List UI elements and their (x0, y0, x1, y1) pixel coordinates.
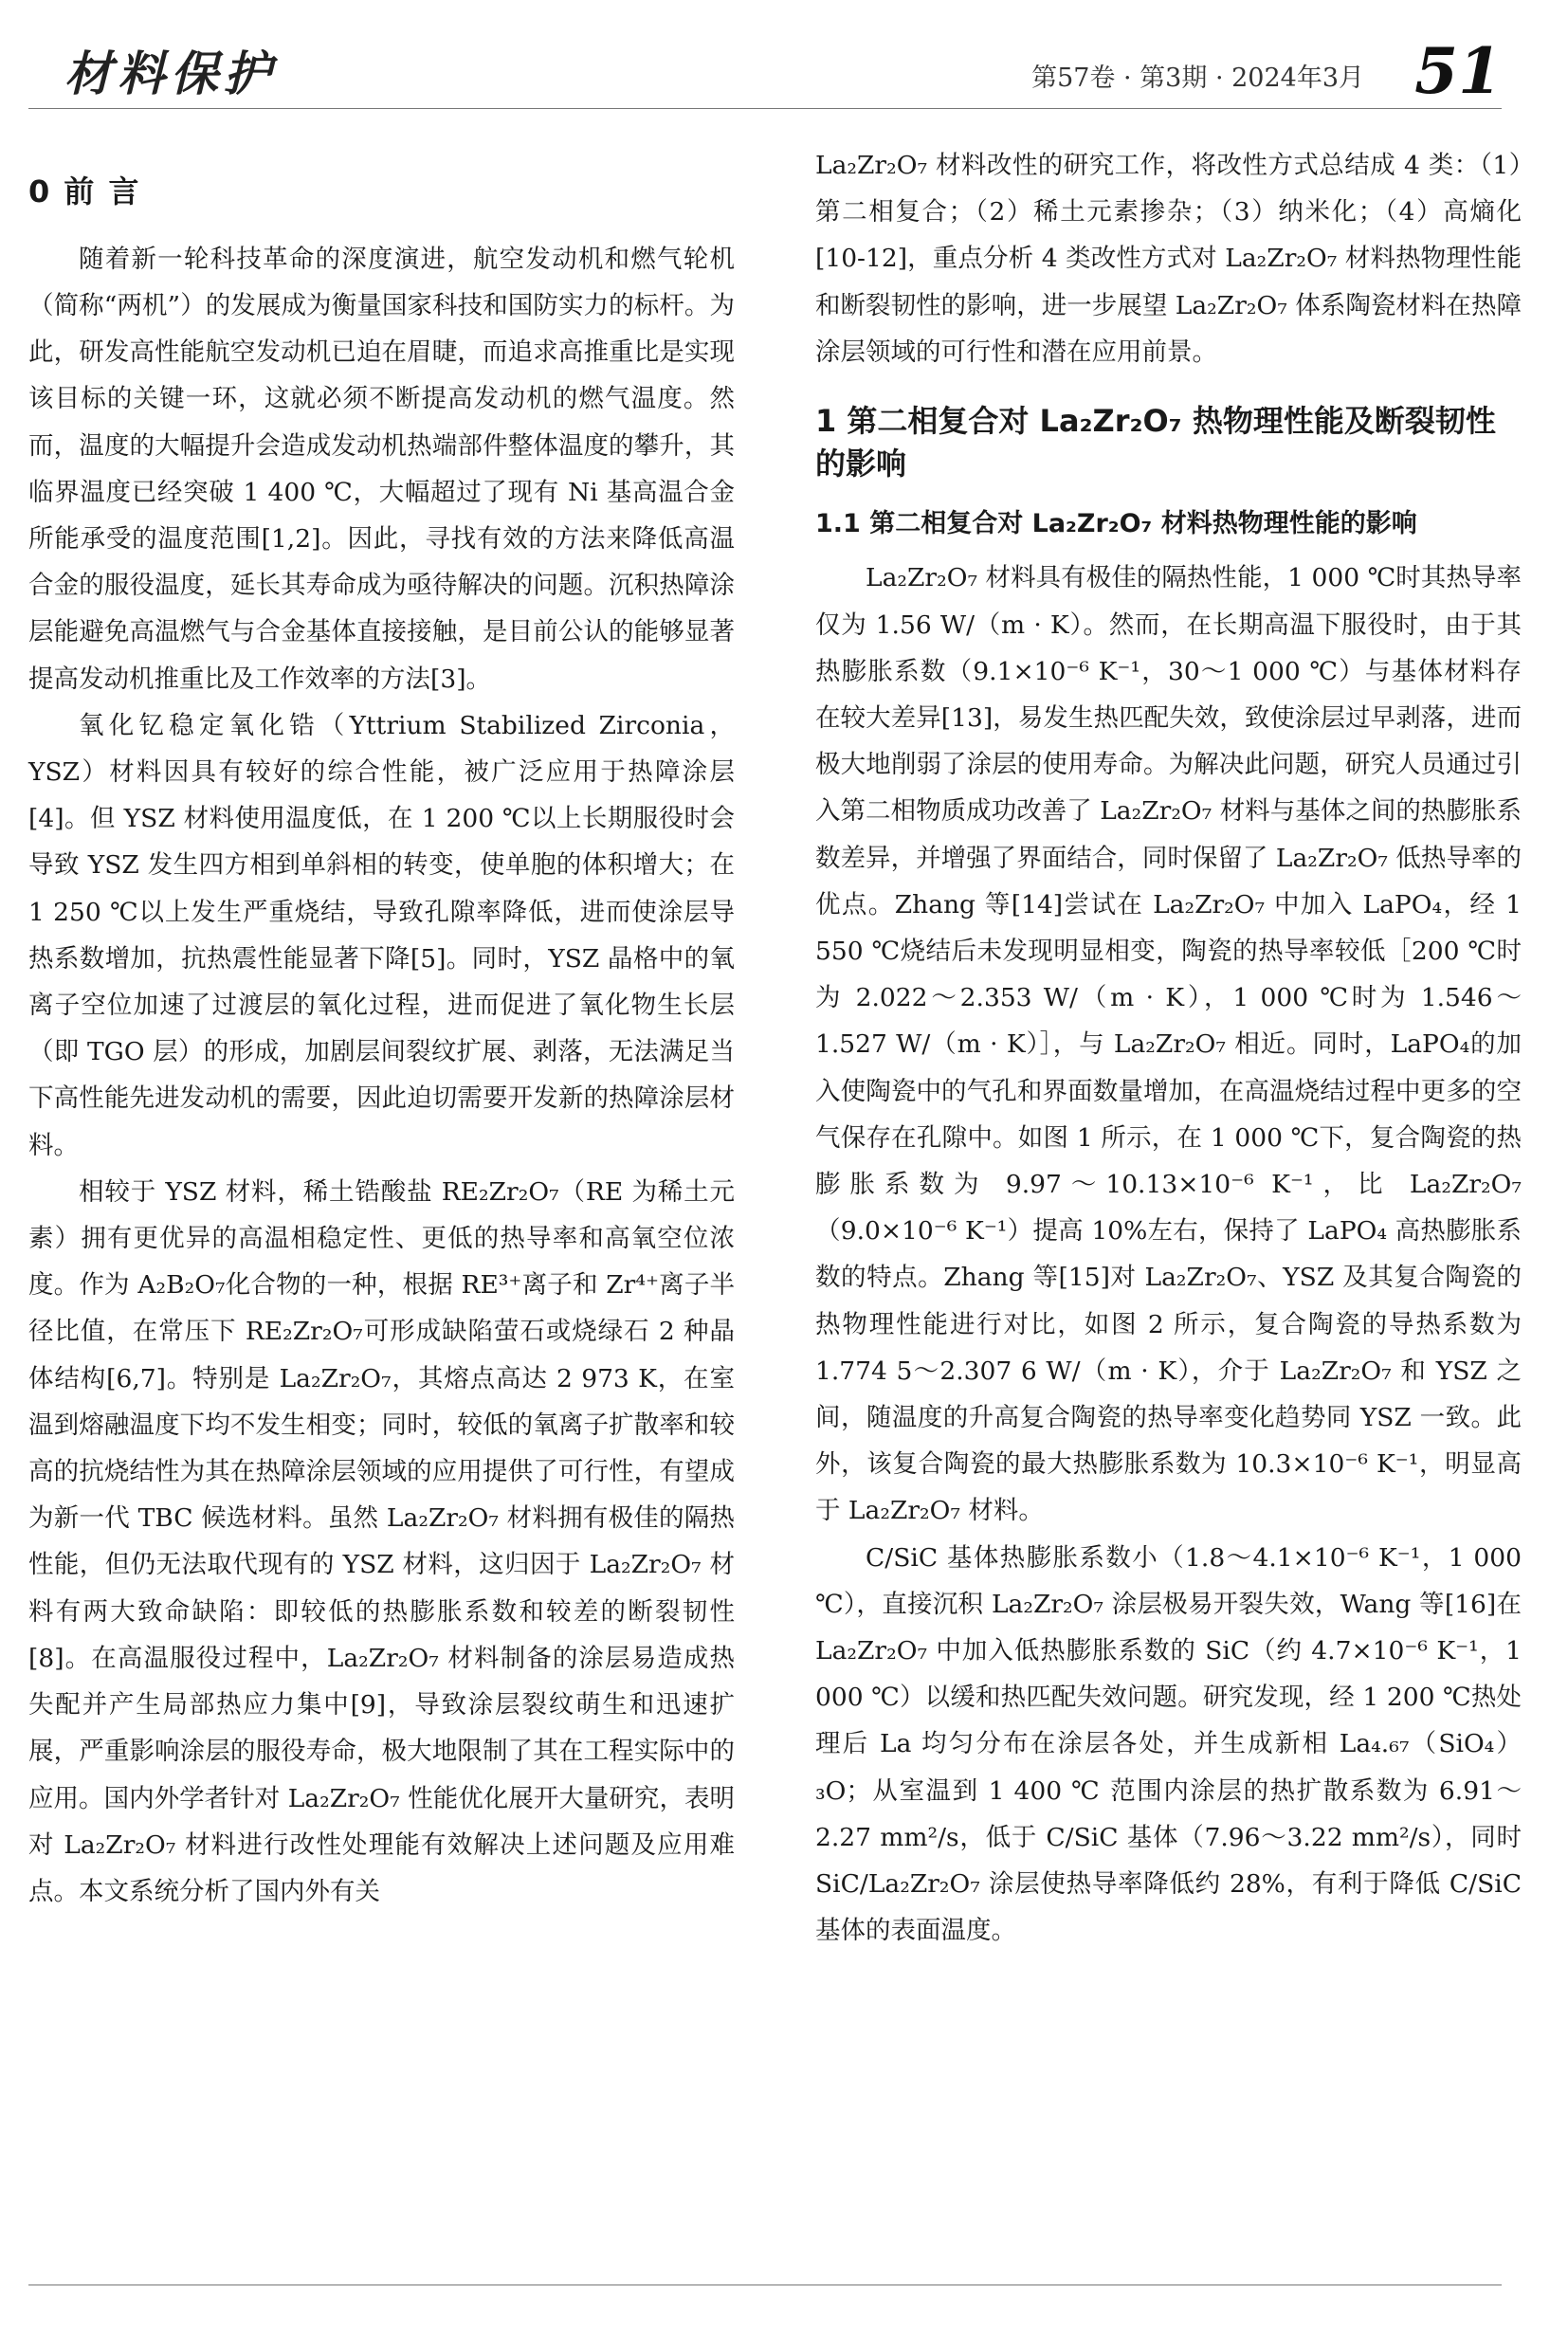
intro-paragraph-1: 随着新一轮科技革命的深度演进，航空发动机和燃气轮机（简称“两机”）的发展成为衡量国家科技和国防实力的标杆。为此，研发高性能航空发动机已迫在眉睫，而追求高推重比是实现该目标的关键一环，这就必须不断提高发动机的燃气温度。然而，温度的大幅提升会造成发动机热端部件整体温度的攀升，其临界温度已经突破 1 400 ℃，大幅超过了现有 Ni 基高温合金所能承受的温度范围[1,2]。因此，寻找有效的方法来降低高温合金的服役温度，延长其寿命成为亟待解决的问题。沉积热障涂层能避免高温燃气与合金基体直接接触，是目前公认的能够显著提高发动机推重比及工作效率的方法[3]。 (28, 244, 735, 694)
page-number: 51 (1414, 34, 1502, 108)
section-0-title: 0 前 言 (28, 173, 141, 209)
intro-paragraph-2: 氧化钇稳定氧化锆（Yttrium Stabilized Zirconia，YSZ）材料因具有较好的综合性能，被广泛应用于热障涂层[4]。但 YSZ 材料使用温度低，在 1 200 ℃以上长期服役时会导致 YSZ 发生四方相到单斜相的转变，使单胞的体积增大；在 1 250 ℃以上发生严重烧结，导致孔隙率降低，进而使涂层导热系数增加，抗热震性能显著下降[5]。同时，YSZ 晶格中的氧离子空位加速了过渡层的氧化过程，进而促进了氧化物生长层（即 TGO 层）的形成，加剧层间裂纹扩展、剥落，无法满足当下高性能先进发动机的需要，因此迫切需要开发新的热障涂层材料。 (28, 710, 735, 1160)
header-divider (28, 108, 1502, 109)
body-paragraph-1: La₂Zr₂O₇ 材料具有极佳的隔热性能，1 000 ℃时其热导率仅为 1.56 W/（m · K）。然而，在长期高温下服役时，由于其热膨胀系数（9.1×10⁻⁶ K⁻¹，30～1 000 ℃）与基体材料存在较大差异[13]，易发生热匹配失效，致使涂层过早剥落，进而极大地削弱了涂层的使用寿命。为解决此问题，研究人员通过引入第二相物质成功改善了 La₂Zr₂O₇ 材料与基体之间的热膨胀系数差异，并增强了界面结合，同时保留了 La₂Zr₂O₇ 低热导率的优点。Zhang 等[14]尝试在 La₂Zr₂O₇ 中加入 LaPO₄，经 1 550 ℃烧结后未发现明显相变，陶瓷的热导率较低［200 ℃时为 2.022～2.353 W/（m · K），1 000 ℃时为 1.546～1.527 W/（m · K）］，与 La₂Zr₂O₇ 相近。同时，LaPO₄的加入使陶瓷中的气孔和界面数量增加，在高温烧结过程中更多的空气保存在孔隙中。如图 1 所示，在 1 000 ℃下，复合陶瓷的热膨胀系数为 9.97～10.13×10⁻⁶ K⁻¹，比 La₂Zr₂O₇（9.0×10⁻⁶ K⁻¹）提高 10%左右，保持了 LaPO₄ 高热膨胀系数的特点。Zhang 等[15]对 La₂Zr₂O₇、YSZ 及其复合陶瓷的热物理性能进行对比，如图 2 所示，复合陶瓷的导热系数为 1.774 5～2.307 6 W/（m · K），介于 La₂Zr₂O₇ 和 YSZ 之间，随温度的升高复合陶瓷的热导率变化趋势同 YSZ 一致。此外，该复合陶瓷的最大热膨胀系数为 10.3×10⁻⁶ K⁻¹，明显高于 La₂Zr₂O₇ 材料。 (815, 563, 1522, 1526)
section-1-title: 1 第二相复合对 La₂Zr₂O₇ 热物理性能及断裂韧性的影响 (815, 403, 1496, 482)
page-header (64, 36, 1502, 106)
intro-continuation: La₂Zr₂O₇ 材料改性的研究工作，将改性方式总结成 4 类：（1）第二相复合；（2）稀土元素掺杂；（3）纳米化；（4）高熵化[10-12]，重点分析 4 类改性方式对 La₂Zr₂O₇ 材料热物理性能和断裂韧性的影响，进一步展望 La₂Zr₂O₇ 体系陶瓷材料在热障涂层领域的可行性和潜在应用前景。 (815, 151, 1522, 367)
body-paragraph-2: C/SiC 基体热膨胀系数小（1.8～4.1×10⁻⁶ K⁻¹，1 000 ℃），直接沉积 La₂Zr₂O₇ 涂层极易开裂失效，Wang 等[16]在 La₂Zr₂O₇ 中加入低热膨胀系数的 SiC（约 4.7×10⁻⁶ K⁻¹，1 000 ℃）以缓和热匹配失效问题。研究发现，经 1 200 ℃热处理后 La 均匀分布在涂层各处，并生成新相 La₄.₆₇（SiO₄）₃O；从室温到 1 400 ℃ 范围内涂层的热扩散系数为 6.91～2.27 mm²/s，低于 C/SiC 基体（7.96～3.22 mm²/s），同时 SiC/La₂Zr₂O₇ 涂层使热导率降低约 28%，有利于降低 C/SiC 基体的表面温度。 (815, 1542, 1522, 1946)
subsection-1-1-title: 1.1 第二相复合对 La₂Zr₂O₇ 材料热物理性能的影响 (815, 508, 1417, 538)
issue-info: 第57卷 · 第3期 · 2024年3月 (1031, 64, 1364, 93)
journal-logo: 材料保护 (64, 46, 277, 101)
footer-divider (28, 2284, 1502, 2285)
left-column (28, 161, 735, 1915)
right-column (815, 142, 1522, 1955)
intro-paragraph-3: 相较于 YSZ 材料，稀土锆酸盐 RE₂Zr₂O₇（RE 为稀土元素）拥有更优异的高温相稳定性、更低的热导率和高氧空位浓度。作为 A₂B₂O₇化合物的一种，根据 RE³⁺离子和 Zr⁴⁺离子半径比值，在常压下 RE₂Zr₂O₇可形成缺陷萤石或烧绿石 2 种晶体结构[6,7]。特别是 La₂Zr₂O₇，其熔点高达 2 973 K，在室温到熔融温度下均不发生相变；同时，较低的氧离子扩散率和较高的抗烧结性为其在热障涂层领域的应用提供了可行性，有望成为新一代 TBC 候选材料。虽然 La₂Zr₂O₇ 材料拥有极佳的隔热性能，但仍无法取代现有的 YSZ 材料，这归因于 La₂Zr₂O₇ 材料有两大致命缺陷：即较低的热膨胀系数和较差的断裂韧性[8]。在高温服役过程中，La₂Zr₂O₇ 材料制备的涂层易造成热失配并产生局部热应力集中[9]，导致涂层裂纹萌生和迅速扩展，严重影响涂层的服役寿命，极大地限制了其在工程实际中的应用。国内外学者针对 La₂Zr₂O₇ 性能优化展开大量研究，表明对 La₂Zr₂O₇ 材料进行改性处理能有效解决上述问题及应用难点。本文系统分析了国内外有关 (28, 1176, 735, 1906)
